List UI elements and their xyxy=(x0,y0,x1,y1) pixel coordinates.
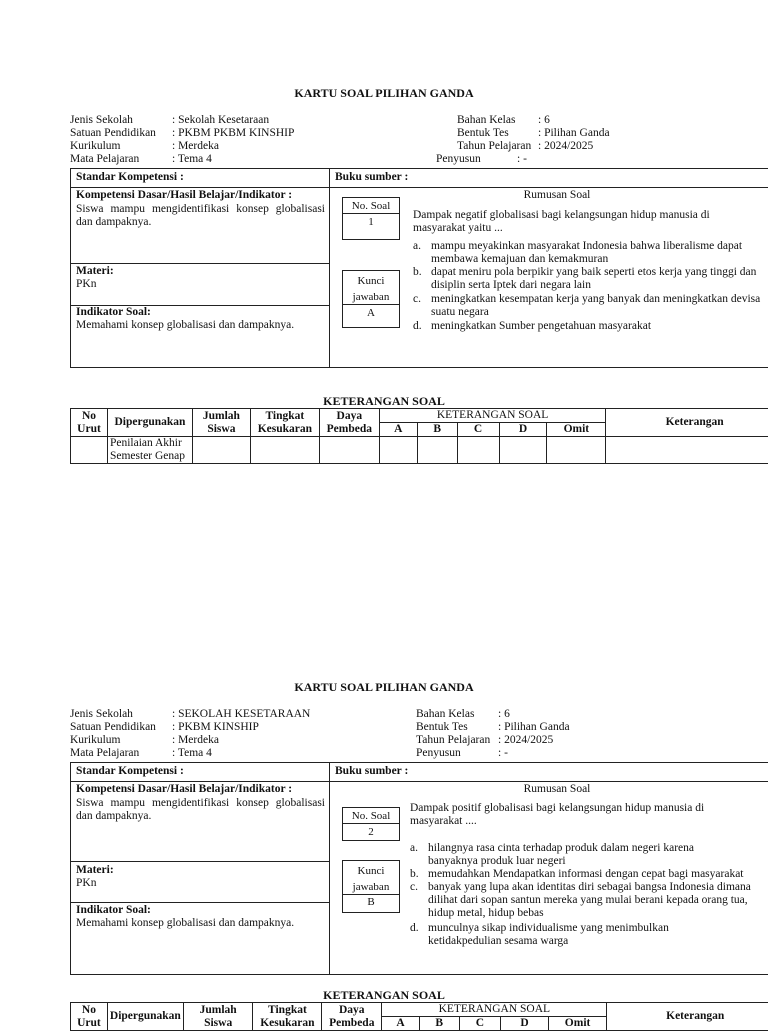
standar-kompetensi-label: Standar Kompetensi : xyxy=(76,171,184,184)
col-a: A xyxy=(382,1017,420,1031)
col-omit: Omit xyxy=(548,1017,607,1031)
no-soal-value: 2 xyxy=(343,826,399,838)
question-table: Standar Kompetensi : Buku sumber : Kompetensi Dasar/Hasil Belajar/Indikator : Siswa mampu mengidentifikasi konsep globalisasi dan dampaknya. Materi: PKn Indikator Soal: Memahami konsep globalisasi dan dampaknya. Rumusan Soal No. Soal 2 Kunci jawaban B Dampak positif globalisasi bagi kelangsungan hidup manusia di masyarakat .... a. hilangnya rasa cinta terhadap produk dalam negeri karena banyaknya produk luar negeri b. memudahkan Mendapatkan informasi dengan cepat bagi masyarakat c. banyak yang lupa akan identitas diri sebagai bangsa Indonesia dimana dilihat dari sopan santun mereka yang mulai berani kepada orang tua, hidup metal, hidup bebas d. munculnya sikap individualisme yang menimbulkan ketidakpedulian sesama warga xyxy=(70,762,768,975)
buku-sumber-label: Buku sumber : xyxy=(335,171,408,184)
col-keterangan: Keterangan xyxy=(607,1003,768,1031)
school-info-left: Jenis Sekolah : SEKOLAH KESETARAAN Satuan Pendidikan : PKBM KINSHIP Kurikulum : Merdeka Mata Pelajaran : Tema 4 xyxy=(70,708,310,760)
kunci-jawaban-box xyxy=(342,860,400,913)
col-jumlah-siswa: Jumlah Siswa xyxy=(183,1003,253,1031)
school-info-right: Bahan Kelas : 6 Bentuk Tes : Pilihan Ganda Tahun Pelajaran : 2024/2025 Penyusun : - xyxy=(457,114,610,166)
no-soal-value: 1 xyxy=(343,216,399,228)
rumusan-soal-label: Rumusan Soal xyxy=(329,783,768,796)
no-soal-label: No. Soal xyxy=(343,810,399,822)
kunci-label: Kunci xyxy=(343,863,399,879)
col-daya-pembeda: Daya Pembeda xyxy=(319,409,379,437)
col-c: C xyxy=(457,423,499,437)
keterangan-table xyxy=(70,1002,768,1031)
col-daya-pembeda: Daya Pembeda xyxy=(322,1003,382,1031)
kunci-value: A xyxy=(343,307,399,319)
keterangan-table xyxy=(70,408,768,464)
materi-text: PKn xyxy=(76,278,96,291)
col-jumlah-siswa: Jumlah Siswa xyxy=(192,409,250,437)
col-omit: Omit xyxy=(547,423,606,437)
materi-label: Materi: xyxy=(76,864,114,877)
card-title: KARTU SOAL PILIHAN GANDA xyxy=(0,680,768,695)
kd-text: Siswa mampu mengidentifikasi konsep globalisasi dan dampaknya. xyxy=(76,203,325,229)
col-dipergunakan: Dipergunakan xyxy=(107,1003,183,1031)
col-c: C xyxy=(459,1017,501,1031)
kd-text: Siswa mampu mengidentifikasi konsep globalisasi dan dampaknya. xyxy=(76,797,325,823)
keterangan-soal-title: KETERANGAN SOAL xyxy=(0,394,768,409)
kunci-label: Kunci xyxy=(343,273,399,289)
col-tingkat-kesukaran: Tingkat Kesukaran xyxy=(250,409,319,437)
kunci-jawaban-box xyxy=(342,270,400,328)
rumusan-soal-label: Rumusan Soal xyxy=(329,189,768,202)
table-row xyxy=(71,437,768,464)
indikator-label: Indikator Soal: xyxy=(76,306,151,319)
question-text: Dampak negatif globalisasi bagi kelangsungan hidup manusia di masyarakat yaitu ... xyxy=(413,209,763,235)
school-info-right: Bahan Kelas : 6 Bentuk Tes : Pilihan Ganda Tahun Pelajaran : 2024/2025 Penyusun : - xyxy=(416,708,570,760)
jawaban-label: jawaban xyxy=(343,879,399,895)
no-soal-label: No. Soal xyxy=(343,200,399,212)
school-info-left: Jenis Sekolah : Sekolah Kesetaraan Satuan Pendidikan : PKBM PKBM KINSHIP Kurikulum : Merdeka Mata Pelajaran : Tema 4 xyxy=(70,114,294,166)
materi-text: PKn xyxy=(76,877,96,890)
materi-label: Materi: xyxy=(76,265,114,278)
question-text: Dampak positif globalisasi bagi kelangsungan hidup manusia di masyarakat .... xyxy=(410,802,730,828)
col-no-urut: No Urut xyxy=(71,1003,108,1031)
col-keterangan: Keterangan xyxy=(606,409,768,437)
kunci-value: B xyxy=(343,896,399,908)
no-soal-box xyxy=(342,197,400,240)
kd-label: Kompetensi Dasar/Hasil Belajar/Indikator : xyxy=(76,189,292,202)
buku-sumber-label: Buku sumber : xyxy=(335,765,408,778)
indikator-text: Memahami konsep globalisasi dan dampaknya. xyxy=(76,319,294,332)
col-tingkat-kesukaran: Tingkat Kesukaran xyxy=(253,1003,322,1031)
standar-kompetensi-label: Standar Kompetensi : xyxy=(76,765,184,778)
col-b: B xyxy=(417,423,457,437)
keterangan-soal-title: KETERANGAN SOAL xyxy=(0,988,768,1003)
col-dipergunakan: Dipergunakan xyxy=(107,409,192,437)
indikator-text: Memahami konsep globalisasi dan dampaknya. xyxy=(76,917,294,930)
col-keterangan-group: KETERANGAN SOAL xyxy=(382,1003,607,1017)
col-d: D xyxy=(501,1017,549,1031)
col-keterangan-group: KETERANGAN SOAL xyxy=(379,409,606,423)
col-a: A xyxy=(379,423,417,437)
no-soal-box xyxy=(342,807,400,841)
card-title: KARTU SOAL PILIHAN GANDA xyxy=(0,86,768,101)
question-table: Standar Kompetensi : Buku sumber : Kompetensi Dasar/Hasil Belajar/Indikator : Siswa mampu mengidentifikasi konsep globalisasi dan dampaknya. Materi: PKn Indikator Soal: Memahami konsep globalisasi dan dampaknya. Rumusan Soal No. Soal 1 Kunci jawaban A Dampak negatif globalisasi bagi kelangsungan hidup manusia di masyarakat yaitu ... a. mampu meyakinkan masyarakat Indonesia bahwa liberalisme dapat membawa kemajuan dan kemakmuran b. dapat meniru pola berpikir yang baik seperti etos kerja yang tinggi dan disiplin serta Iptek dari negara lain c. meningkatkan kesempatan kerja yang banyak dan meningkatkan devisa suatu negara d. meningkatkan Sumber pengetahuan masyarakat xyxy=(70,168,768,368)
dipergunakan-value: Penilaian Akhir Semester Genap xyxy=(107,437,192,464)
indikator-label: Indikator Soal: xyxy=(76,904,151,917)
col-no-urut: No Urut xyxy=(71,409,108,437)
col-b: B xyxy=(419,1017,459,1031)
kd-label: Kompetensi Dasar/Hasil Belajar/Indikator : xyxy=(76,783,292,796)
jawaban-label: jawaban xyxy=(343,289,399,305)
col-d: D xyxy=(499,423,547,437)
